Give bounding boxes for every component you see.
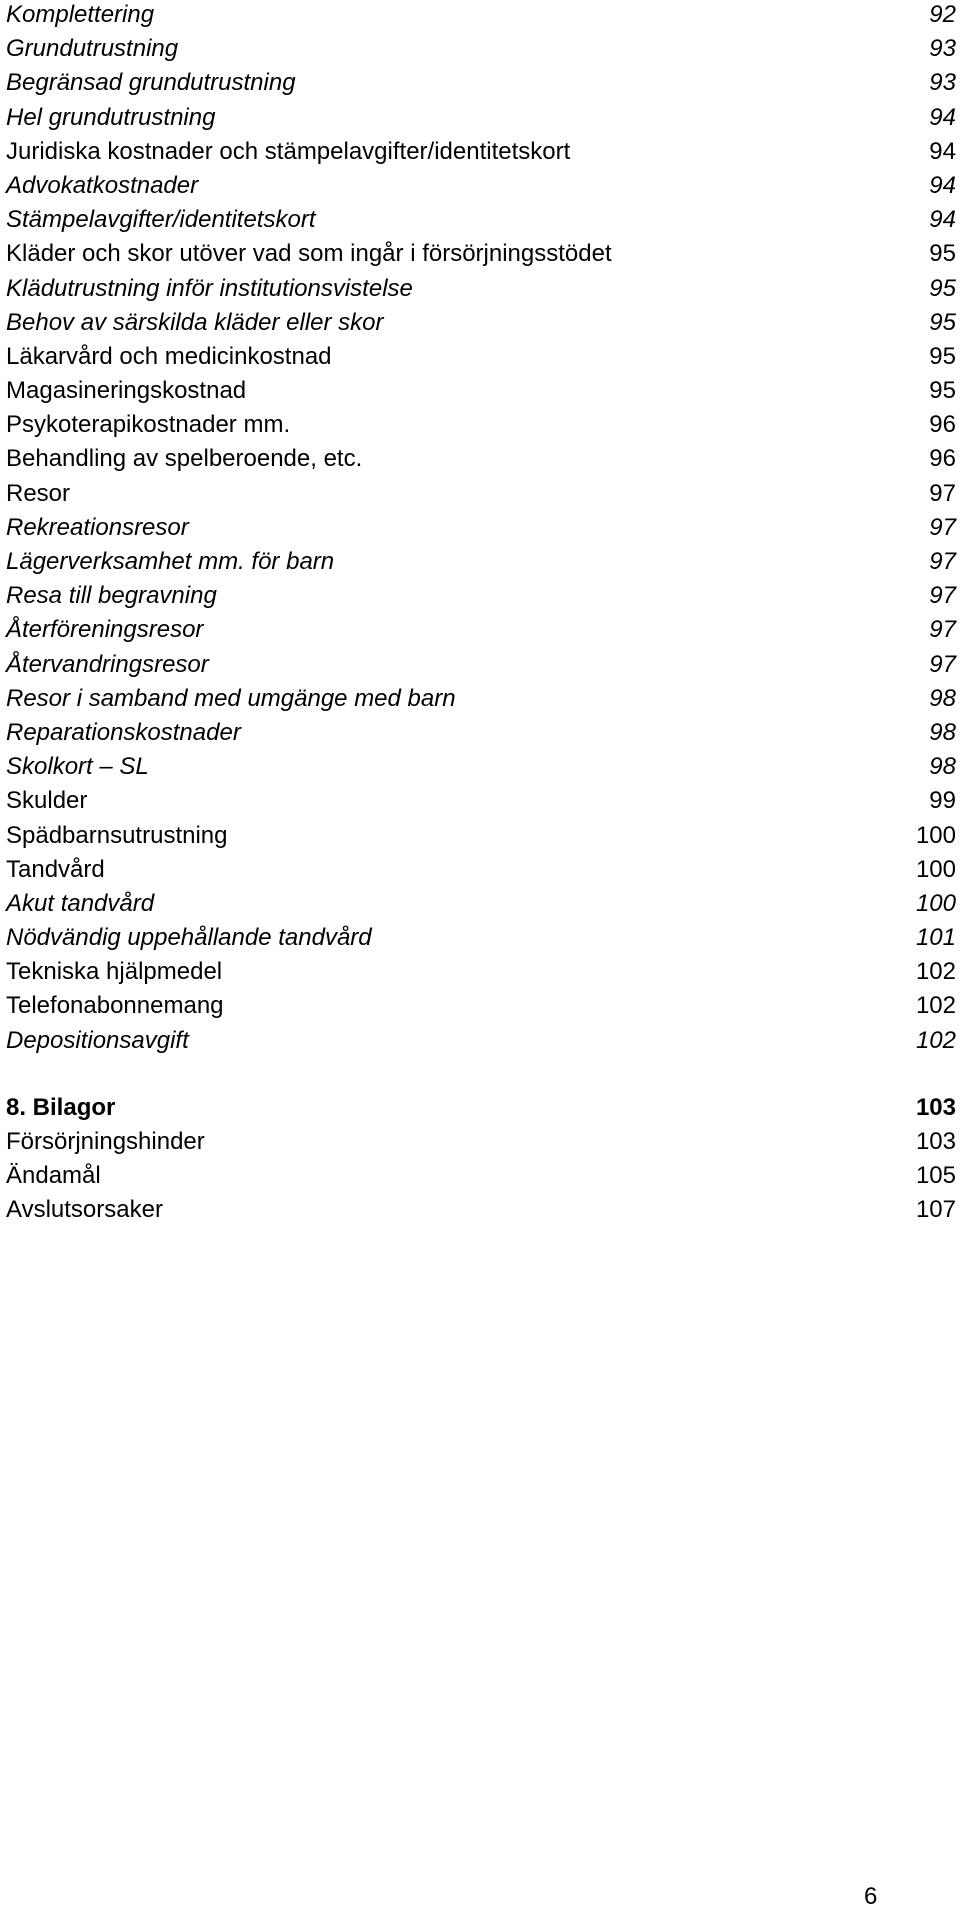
toc-entry[interactable] xyxy=(6,34,956,68)
toc-entry[interactable] xyxy=(6,308,956,342)
toc-entry-title: Grundutrustning xyxy=(6,35,179,63)
toc-entry[interactable] xyxy=(6,923,956,957)
toc-entry-title: Reparationskostnader xyxy=(6,718,241,746)
toc-entry[interactable] xyxy=(6,684,956,718)
toc-entry-title: Ändamål xyxy=(6,1162,101,1190)
toc-entry-title: Läkarvård och medicinkostnad xyxy=(6,342,332,370)
toc-entry[interactable] xyxy=(6,991,956,1025)
toc-entry-page: 102 xyxy=(915,992,956,1020)
toc-entry-page: 97 xyxy=(929,479,956,507)
toc-entry-page: 97 xyxy=(929,582,956,610)
toc-entry-page: 97 xyxy=(929,616,956,644)
toc-entry-page: 103 xyxy=(915,1128,956,1155)
toc-entry[interactable] xyxy=(6,205,956,239)
toc-entry-page: 97 xyxy=(929,548,956,575)
toc-entry-title: Resa till begravning xyxy=(6,582,217,610)
toc-entry[interactable] xyxy=(6,1026,956,1060)
toc-entry-title: Resor i samband med umgänge med barn xyxy=(6,684,456,712)
toc-entry[interactable] xyxy=(6,479,956,513)
toc-entry[interactable] xyxy=(6,855,956,889)
toc-entry-title: Telefonabonnemang xyxy=(6,992,224,1020)
toc-entry-page: 102 xyxy=(915,1026,956,1054)
toc-entry-page: 105 xyxy=(915,1162,956,1190)
toc-entry-title: Tandvård xyxy=(6,855,105,883)
toc-entry[interactable] xyxy=(6,957,956,991)
toc-entry[interactable] xyxy=(6,752,956,786)
toc-entry-page: 98 xyxy=(929,684,956,712)
toc-entry-page: 101 xyxy=(915,924,956,952)
toc-entry[interactable] xyxy=(6,718,956,752)
toc-entry-title: Återföreningsresor xyxy=(6,616,204,644)
toc-entry[interactable] xyxy=(6,547,956,581)
toc-entry[interactable] xyxy=(6,889,956,923)
toc-entry[interactable] xyxy=(6,239,956,273)
toc-entry[interactable] xyxy=(6,1127,956,1161)
toc-entry[interactable] xyxy=(6,342,956,376)
toc-entry[interactable] xyxy=(6,376,956,410)
toc-entry[interactable] xyxy=(6,786,956,820)
toc-entry[interactable] xyxy=(6,274,956,308)
toc-entry-page: 95 xyxy=(929,308,956,336)
toc-entry-title: Komplettering xyxy=(6,1,155,28)
toc-entry-page: 100 xyxy=(915,821,956,849)
toc-entry[interactable] xyxy=(6,171,956,205)
toc-entry-page: 98 xyxy=(929,718,956,746)
page-number: 6 xyxy=(864,1883,878,1910)
toc-entry-title: Klädutrustning inför institutionsvistelse xyxy=(6,274,413,302)
toc-entry-title: Stämpelavgifter/identitetskort xyxy=(6,206,316,234)
toc-entry-page: 96 xyxy=(929,411,956,439)
section-heading-bilagor[interactable] xyxy=(6,1093,956,1127)
toc-entry[interactable] xyxy=(6,513,956,547)
toc-entry-page: 93 xyxy=(929,69,956,97)
toc-entry[interactable] xyxy=(6,581,956,615)
toc-entry-title: Resor xyxy=(6,479,71,507)
toc-entry-title: Försörjningshinder xyxy=(6,1128,205,1155)
toc-entry-page: 94 xyxy=(929,206,956,234)
toc-entry-title: Depositionsavgift xyxy=(6,1026,189,1054)
table-of-contents xyxy=(6,0,956,1230)
toc-entry-title: Spädbarnsutrustning xyxy=(6,821,228,849)
toc-entry-page: 94 xyxy=(929,103,956,131)
toc-entry-title: Behov av särskilda kläder eller skor xyxy=(6,308,384,336)
section-heading-title: 8. Bilagor xyxy=(6,1093,116,1121)
toc-entry-page: 94 xyxy=(929,137,956,165)
toc-entry-page: 96 xyxy=(929,445,956,473)
toc-entry-page: 95 xyxy=(929,274,956,302)
toc-entry-title: Begränsad grundutrustning xyxy=(6,69,296,97)
toc-entry-title: Återvandringsresor xyxy=(6,650,209,678)
section-gap xyxy=(6,1060,956,1093)
toc-entries xyxy=(6,0,956,1060)
toc-entry[interactable] xyxy=(6,0,956,34)
toc-entry-page: 99 xyxy=(929,787,956,815)
toc-entry-title: Behandling av spelberoende, etc. xyxy=(6,445,363,473)
toc-entry-title: Magasineringskostnad xyxy=(6,377,247,405)
toc-entry-page: 100 xyxy=(915,855,956,883)
toc-entry-title: Skolkort – SL xyxy=(6,753,149,781)
toc-entry-page: 102 xyxy=(915,958,956,986)
toc-entry-title: Nödvändig uppehållande tandvård xyxy=(6,924,372,952)
toc-entry-title: Skulder xyxy=(6,787,88,815)
toc-entry-page: 94 xyxy=(929,171,956,199)
toc-entry-title: Avslutsorsaker xyxy=(6,1196,163,1224)
toc-entry[interactable] xyxy=(6,1195,956,1229)
section-heading-page: 103 xyxy=(915,1093,956,1121)
toc-entry-title: Tekniska hjälpmedel xyxy=(6,958,223,986)
toc-entry[interactable] xyxy=(6,103,956,137)
section-entries xyxy=(6,1127,956,1230)
toc-entry-page: 100 xyxy=(915,889,956,917)
toc-entry-page: 97 xyxy=(929,513,956,541)
toc-entry[interactable] xyxy=(6,615,956,649)
toc-entry[interactable] xyxy=(6,821,956,855)
toc-entry-title: Psykoterapikostnader mm. xyxy=(6,411,291,439)
toc-entry-page: 95 xyxy=(929,377,956,405)
toc-entry-page: 107 xyxy=(915,1196,956,1224)
toc-entry-title: Kläder och skor utöver vad som ingår i försörjningsstödet xyxy=(6,240,612,268)
toc-entry-page: 97 xyxy=(929,650,956,678)
toc-entry-page: 93 xyxy=(929,35,956,63)
toc-entry-title: Advokatkostnader xyxy=(6,171,199,199)
toc-entry-title: Hel grundutrustning xyxy=(6,103,216,131)
toc-entry-page: 95 xyxy=(929,342,956,370)
toc-entry-title: Juridiska kostnader och stämpelavgifter/identitetskort xyxy=(6,137,571,165)
toc-entry-title: Rekreationsresor xyxy=(6,513,189,541)
toc-entry[interactable] xyxy=(6,410,956,444)
toc-entry[interactable] xyxy=(6,444,956,478)
toc-entry[interactable] xyxy=(6,1161,956,1195)
toc-entry[interactable] xyxy=(6,650,956,684)
toc-entry-page: 95 xyxy=(929,240,956,268)
toc-entry[interactable] xyxy=(6,137,956,171)
toc-entry-page: 92 xyxy=(929,1,956,28)
toc-entry-title: Akut tandvård xyxy=(6,889,155,917)
toc-entry-title: Lägerverksamhet mm. för barn xyxy=(6,548,335,575)
toc-entry-page: 98 xyxy=(929,753,956,781)
toc-entry[interactable] xyxy=(6,68,956,102)
